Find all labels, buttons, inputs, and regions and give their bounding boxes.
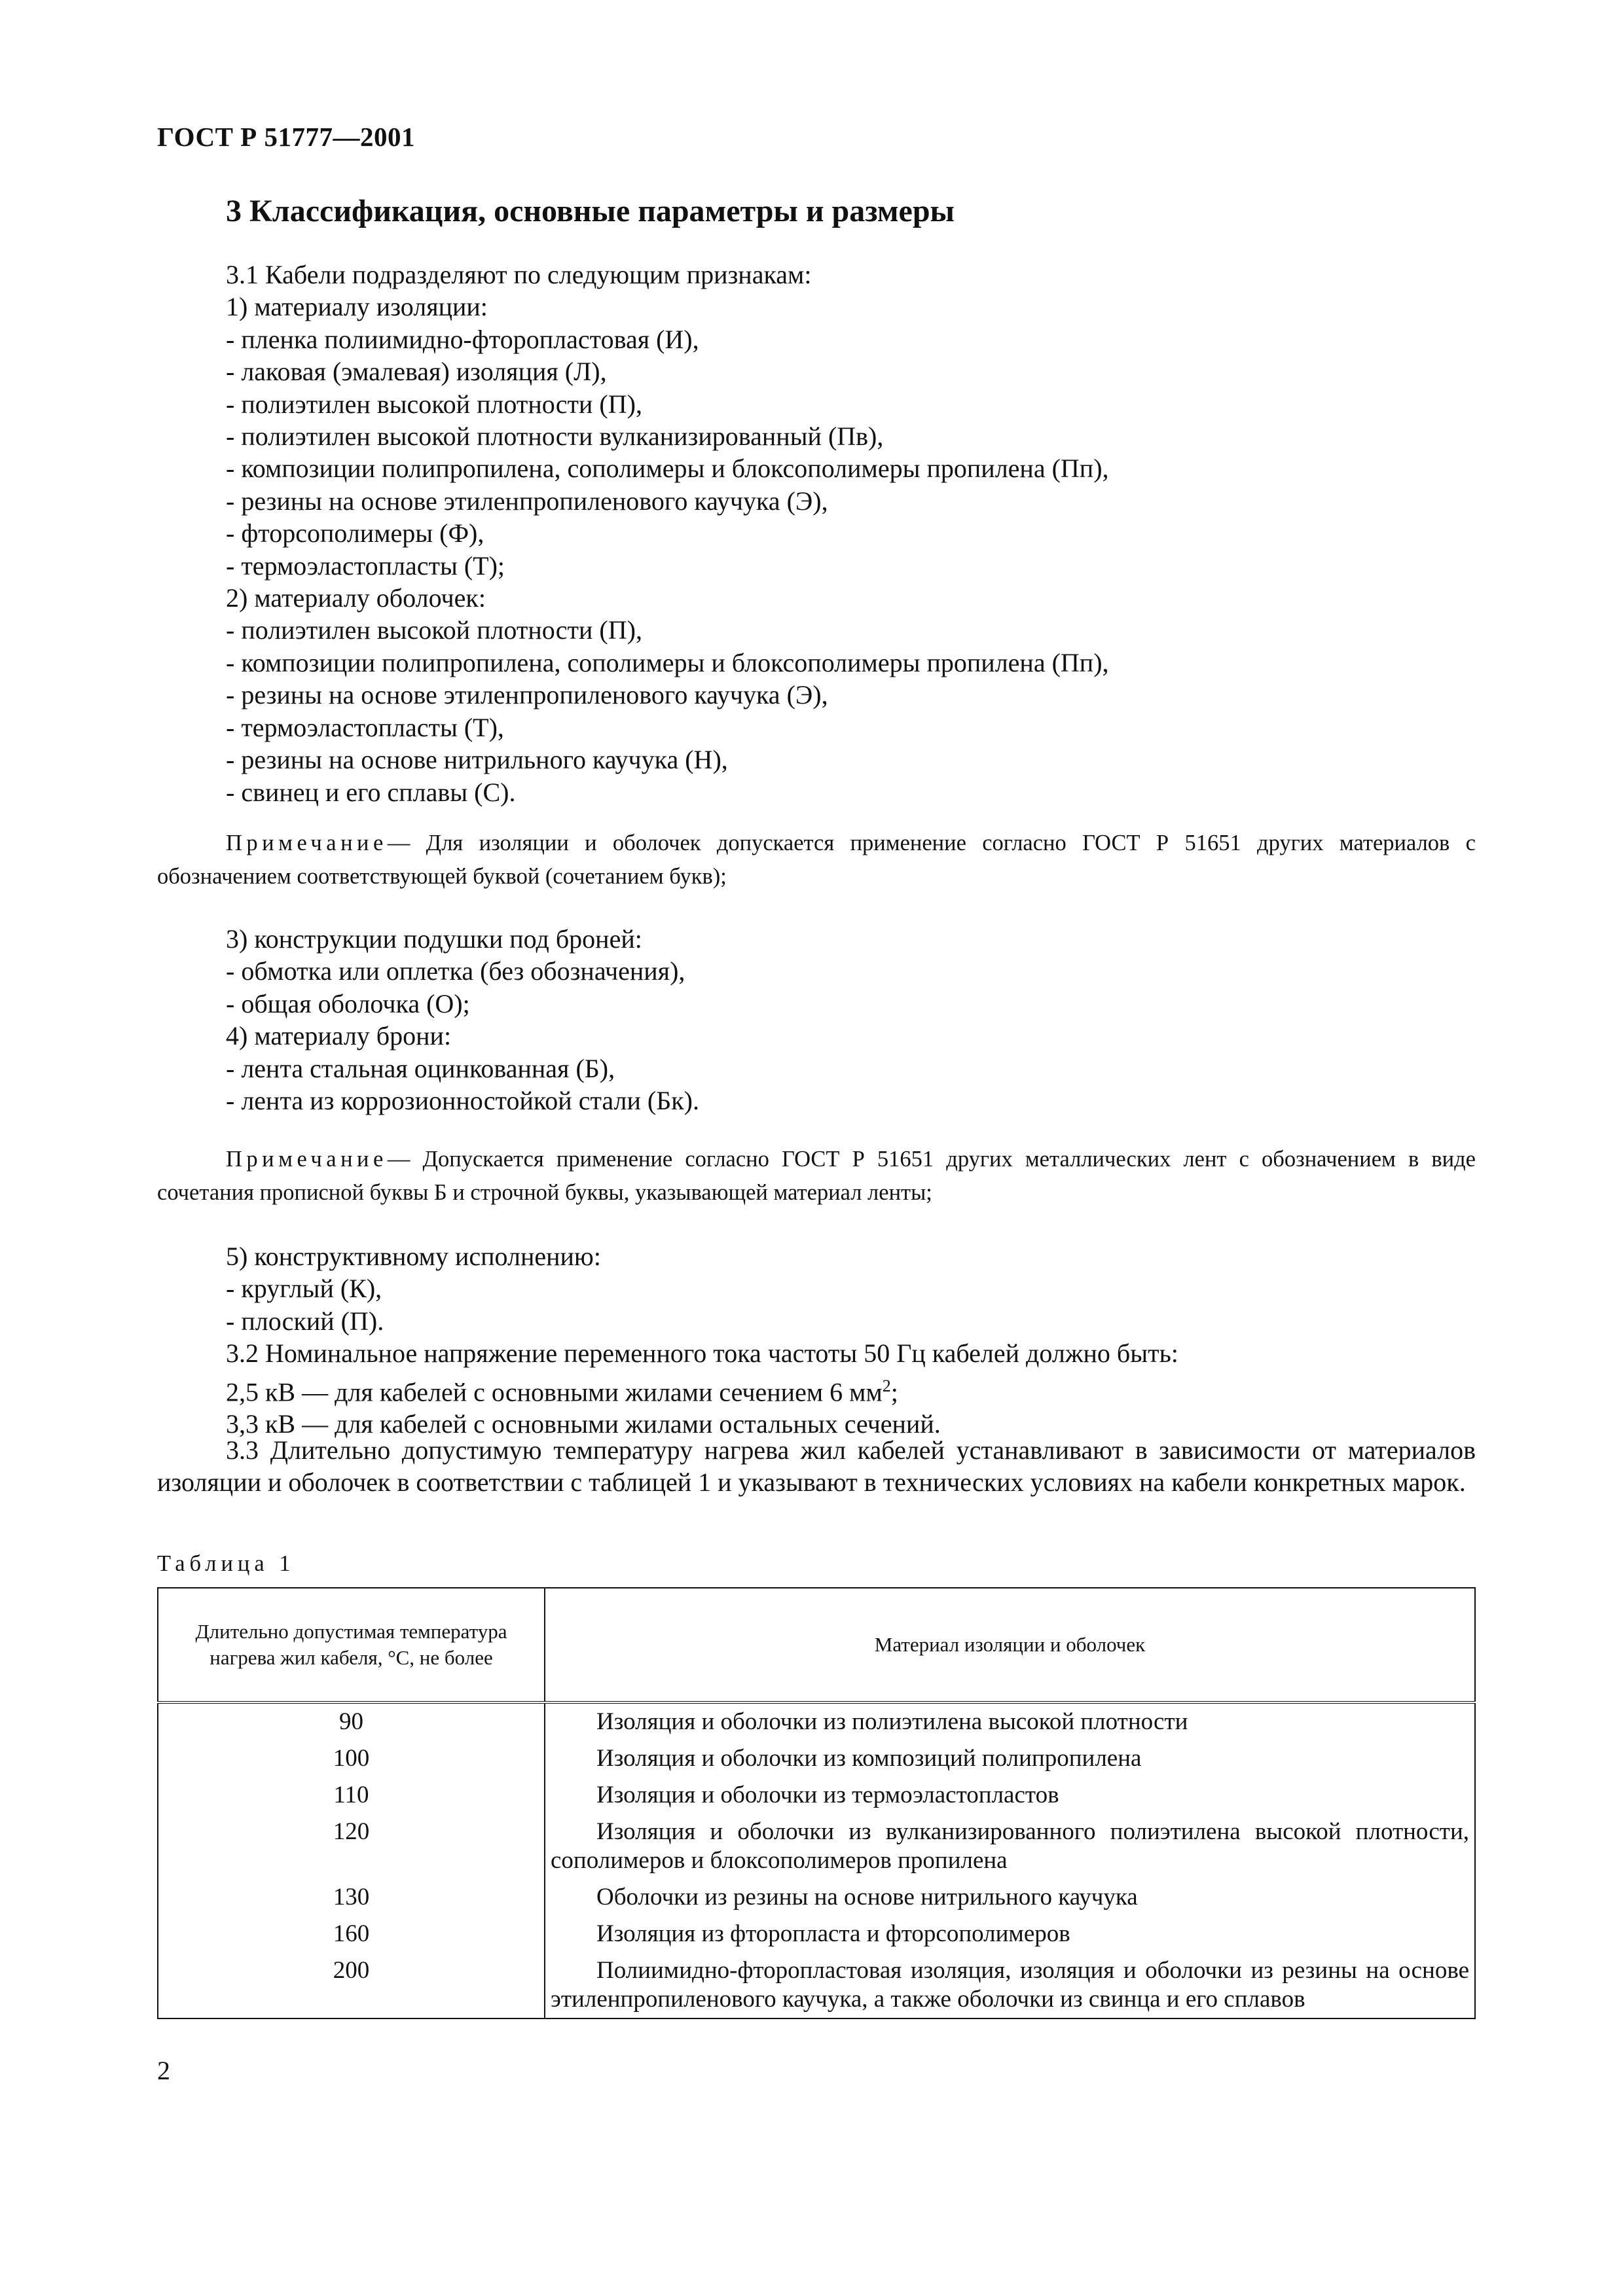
note-text: — Допускается применение согласно ГОСТ Р 51651 других металлических лент с обозначением в виде сочетания прописной буквы Б и строчной буквы, указывающей материал ленты; <box>157 1147 1476 1205</box>
table-row <box>158 1916 1475 1952</box>
classification-list-materials <box>226 259 1476 808</box>
note-armor <box>157 1143 1476 1210</box>
list-item: 4) материалу брони: <box>226 1021 452 1051</box>
document-header: ГОСТ Р 51777—2001 <box>157 122 415 152</box>
table-row <box>158 1740 1475 1777</box>
table-header-temperature: Длительно допустимая температура нагрева жил кабеля, °С, не более <box>158 1588 545 1702</box>
voltage-line: 2,5 кВ — для кабелей с основными жилами сечением 6 $мм^2$; <box>226 1376 898 1407</box>
list-item: - термоэластопласты (Т); <box>226 550 505 581</box>
table-cell-temperature: 160 <box>158 1916 545 1952</box>
table-cell-temperature: 110 <box>158 1777 545 1814</box>
note-label: Примечание <box>226 1147 388 1172</box>
list-item: - резины на основе нитрильного каучука (Н), <box>226 745 728 775</box>
table-cell-material: Изоляция из фторопласта и фторсополимеров <box>545 1916 1475 1952</box>
list-item: 3.2 Номинальное напряжение переменного тока частоты 50 Гц кабелей должно быть: <box>226 1338 1178 1369</box>
list-item: - композиции полипропилена, сополимеры и блоксополимеры пропилена (Пп), <box>226 647 1109 677</box>
list-item: - резины на основе этиленпропиленового каучука (Э), <box>226 486 828 516</box>
list-item: 1) материалу изоляции: <box>226 292 488 322</box>
list-item: 5) конструктивному исполнению: <box>226 1242 601 1271</box>
list-item: - полиэтилен высокой плотности (П), <box>226 615 642 645</box>
list-item: - свинец и его сплавы (С). <box>226 777 516 807</box>
paragraph-3-3: 3.3 Длительно допустимую температуру нагрева жил кабелей устанавливают в зависимости от материалов изоляции и оболочек в соответствии с таблицей 1 и указывают в технических условиях на кабели конкретных марок. <box>157 1435 1476 1498</box>
list-item: - круглый (К), <box>226 1274 382 1304</box>
table-row <box>158 1702 1475 1740</box>
table-cell-temperature: 130 <box>158 1879 545 1916</box>
list-item: - фторсополимеры (Ф), <box>226 518 484 548</box>
list-item: - лента стальная оцинкованная (Б), <box>226 1053 615 1083</box>
table-row <box>158 1814 1475 1879</box>
list-item: - полиэтилен высокой плотности вулканизированный (Пв), <box>226 422 884 452</box>
list-item: 2) материалу оболочек: <box>226 583 486 613</box>
note-label: Примечание <box>226 831 388 855</box>
table-cell-temperature: 90 <box>158 1702 545 1740</box>
table-row <box>158 1952 1475 2018</box>
list-item: - композиции полипропилена, сополимеры и блоксополимеры пропилена (Пп), <box>226 454 1109 484</box>
table-cell-material: Изоляция и оболочки из термоэластопластов <box>545 1777 1475 1814</box>
table-header-material: Материал изоляции и оболочек <box>545 1588 1475 1702</box>
list-item: 3) конструкции подушки под броней: <box>226 924 642 954</box>
classification-list-armor <box>226 923 1476 1117</box>
list-item: - лента из коррозионностойкой стали (Бк). <box>226 1086 699 1116</box>
table-cell-material: Изоляция и оболочки из вулканизированного полиэтилена высокой плотности, сополимеров и блоксополимеров пропилена <box>545 1814 1475 1879</box>
note-text: — Для изоляции и оболочек допускается применение согласно ГОСТ Р 51651 других материалов с обозначением соответствующей буквой (сочетанием букв); <box>157 831 1476 889</box>
temperature-table <box>157 1587 1476 2019</box>
list-item: - термоэластопласты (Т), <box>226 712 504 742</box>
table-cell-temperature: 120 <box>158 1814 545 1879</box>
list-item: - резины на основе этиленпропиленового каучука (Э), <box>226 680 828 710</box>
classification-list-design <box>226 1240 1476 1441</box>
list-item: - общая оболочка (О); <box>226 988 470 1018</box>
section-title: 3 Классификация, основные параметры и размеры <box>226 194 955 228</box>
superscript: 2 <box>882 1376 891 1395</box>
table-caption: Таблица 1 <box>157 1551 295 1576</box>
voltage-line: 3,3 кВ — для кабелей с основными жилами остальных сечений. <box>226 1409 941 1439</box>
list-item: - обмотка или оплетка (без обозначения), <box>226 956 685 986</box>
list-item: - пленка полиимидно-фторопластовая (И), <box>226 324 699 354</box>
list-item: 3.1 Кабели подразделяют по следующим признакам: <box>226 260 812 289</box>
note-materials <box>157 827 1476 893</box>
table-cell-material: Изоляция и оболочки из композиций полипропилена <box>545 1740 1475 1777</box>
page-number: 2 <box>157 2056 170 2085</box>
table-row <box>158 1777 1475 1814</box>
table-cell-material: Изоляция и оболочки из полиэтилена высокой плотности <box>545 1702 1475 1740</box>
list-item: - плоский (П). <box>226 1306 384 1336</box>
table-cell-material: Оболочки из резины на основе нитрильного каучука <box>545 1879 1475 1916</box>
table-cell-temperature: 100 <box>158 1740 545 1777</box>
table-cell-temperature: 200 <box>158 1952 545 2018</box>
list-item: - полиэтилен высокой плотности (П), <box>226 389 642 419</box>
table-cell-material: Полиимидно-фторопластовая изоляция, изоляция и оболочки из резины на основе этиленпропиленового каучука, а также оболочки из свинца и его сплавов <box>545 1952 1475 2018</box>
list-item: - лаковая (эмалевая) изоляция (Л), <box>226 357 607 387</box>
table-row <box>158 1879 1475 1916</box>
